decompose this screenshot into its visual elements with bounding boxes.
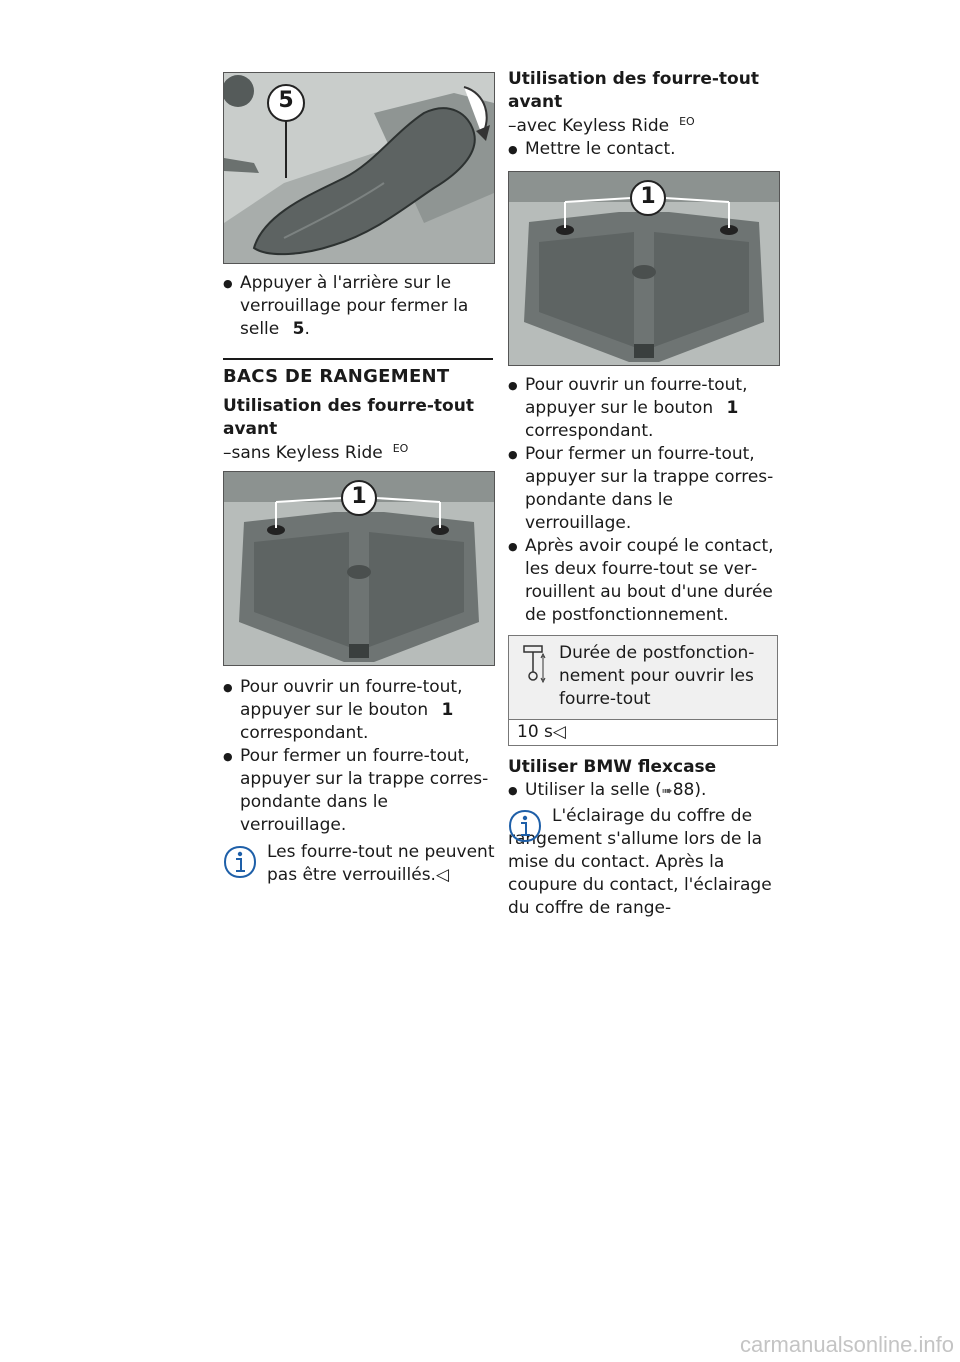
spec-value-row: 10 s◁ (517, 722, 566, 742)
seat-figure (223, 72, 495, 264)
spec-value: 10 s (517, 722, 553, 742)
flexcase-title: Utiliser BMW flexcase (508, 757, 717, 777)
step-open-compartment-right: ● Pour ouvrir un fourre-tout, appuyer sur le bouton 1 correspondant. (508, 374, 780, 443)
condition-without-keyless: –sans Keyless Ride $^{EO}$ (223, 442, 409, 463)
callout-1-right: 1 (640, 184, 656, 209)
timer-spec-icon (519, 644, 547, 684)
left-column (223, 0, 495, 887)
step-ignition-on: ● Mettre le contact. (508, 138, 780, 161)
section-rule (223, 358, 493, 360)
step-close-compartment-right: ● Pour fermer un fourre-tout, appuyer sur la trappe correspondante dans le verrouillage. (508, 443, 780, 535)
step-use-seat: ● Utiliser la selle (➠88). (508, 779, 780, 803)
watermark: carmanualsonline.info (739, 1332, 954, 1357)
spec-label: Durée de postfonctionnement pour ouvrir les fourre-tout (559, 643, 755, 709)
arrow-right-icon: ➠ (661, 784, 673, 799)
step-auto-lock: ● Après avoir coupé le contact, les deux fourre-tout se verrouillent au bout d'une durée de postfonctionnement. (508, 535, 780, 627)
section-title: BACS DE RANGEMENT (223, 366, 450, 387)
info-note-left: Les fourre-tout ne peuvent pas être verrouillés.◁ (223, 841, 495, 887)
info-icon (223, 845, 257, 883)
page-ref-88[interactable]: 88 (672, 780, 695, 800)
subsection-title-right: Utilisation des fourre-tout avant (508, 69, 759, 112)
info-icon (508, 809, 542, 847)
right-column (508, 0, 780, 920)
condition-with-keyless: –avec Keyless Ride $^{EO}$ (508, 115, 695, 136)
seat-illustration (224, 73, 494, 263)
storage-figure-right (508, 171, 780, 366)
spec-label-row (509, 636, 777, 720)
spec-table (508, 635, 778, 746)
step-open-compartment: ● Pour ouvrir un fourre-tout, appuyer sur le bouton 1 correspondant. (223, 676, 495, 745)
step-close-compartment: ● Pour fermer un fourre-tout, appuyer sur la trappe correspondante dans le verrouillage. (223, 745, 495, 837)
info-note-right (508, 805, 780, 920)
storage-figure-left (223, 471, 495, 666)
callout-5: 5 (278, 88, 294, 113)
callout-1: 1 (351, 484, 367, 509)
subsection-title-left: Utilisation des fourre-tout avant (223, 396, 474, 439)
step-close-seat: ● Appuyer à l'arrière sur le verrouillage pour fermer la selle 5. (223, 272, 495, 341)
lighting-note-text: L'éclairage du coffre de rangement s'allume lors de la mise du contact. Après la coupure du contact, l'éclairage du coffre de range- (508, 806, 772, 918)
